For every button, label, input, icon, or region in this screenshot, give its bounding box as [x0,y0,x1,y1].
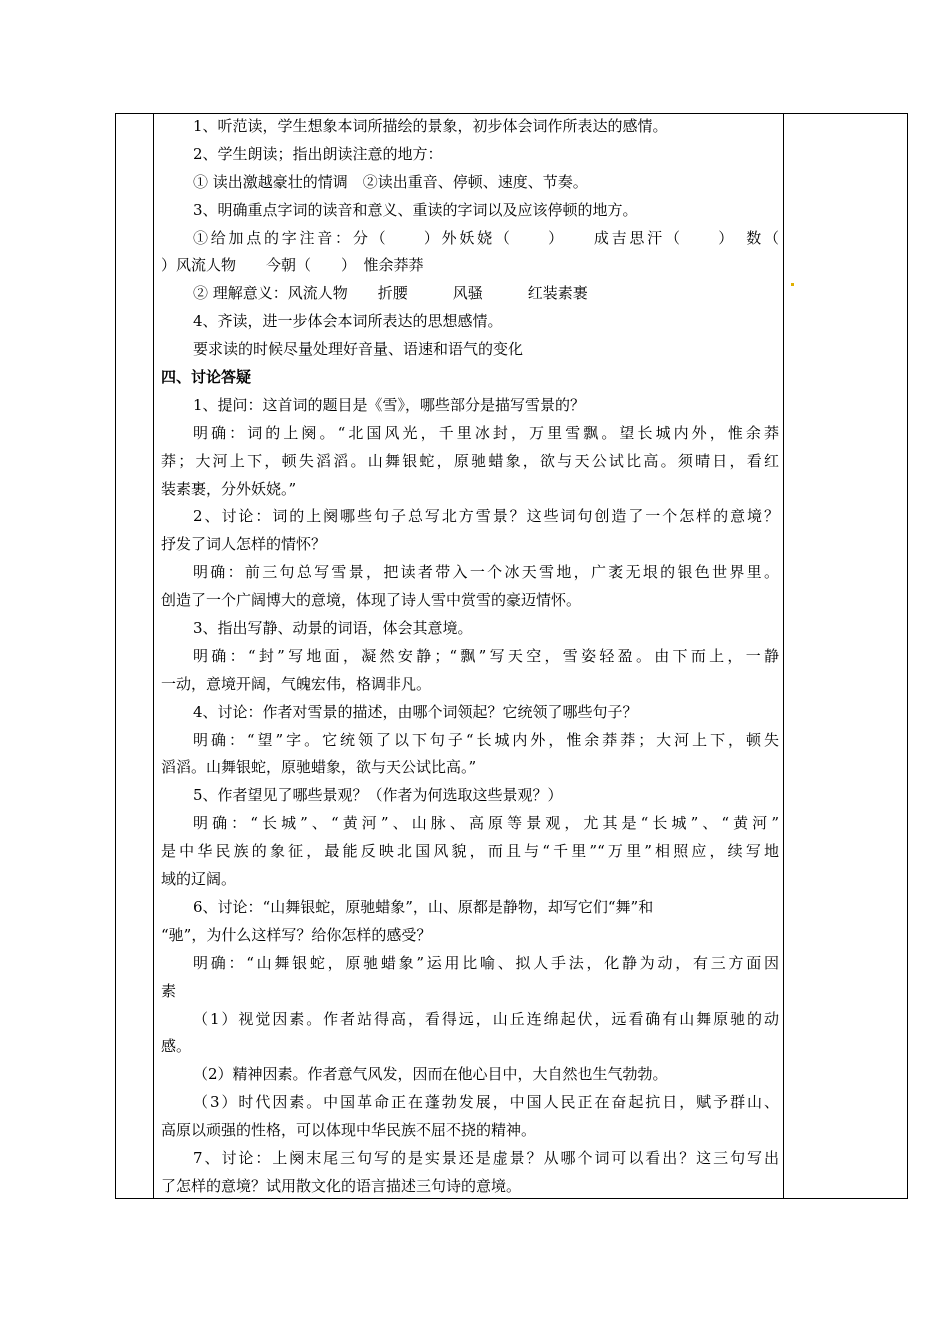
text-line: 了怎样的意境？试用散文化的语言描述三句诗的意境。 [161,1176,522,1195]
section-heading: 四、讨论答疑 [161,368,252,387]
text-line: ①给加点的字注音：分（ ）外妖娆（ ） 成吉思汗（ ） 数（ [193,228,779,247]
text-line: 滔滔。山舞银蛇，原驰蜡象，欲与天公试比高。” [161,758,477,777]
text-line: 创造了一个广阔博大的意境，体现了诗人雪中赏雪的豪迈情怀。 [161,591,582,610]
right-column-border [783,114,784,1198]
text-line: 明确：前三句总写雪景，把读者带入一个冰天雪地，广袤无垠的银色世界里。 [193,563,779,582]
margin-mark [791,283,794,286]
text-line: 一动，意境开阔，气魄宏伟，格调非凡。 [161,674,432,693]
text-line: 明确：“山舞银蛇，原驰蜡象”运用比喻、拟人手法，化静为动，有三方面因 [193,953,779,972]
text-line: 3、明确重点字词的读音和意义、重读的字词以及应该停顿的地方。 [193,200,638,219]
text-line: 是中华民族的象征，最能反映北国风貌，而且与“千里”“万里”相照应，续写地 [161,842,779,861]
text-line: 装素裹，分外妖娆。” [161,479,297,498]
left-column-border [153,114,154,1198]
text-line: 明确：“望”字。它统领了以下句子“长城内外，惟余莽莽；大河上下，顿失 [193,730,779,749]
text-line: 5、作者望见了哪些景观？（作者为何选取这些景观？） [193,786,563,805]
text-line: 4、齐读，进一步体会本词所表达的思想感情。 [193,312,503,331]
text-line: 明确：“长城”、“黄河”、山脉、高原等景观，尤其是“长城”、“黄河” [193,814,779,833]
text-line: 1、听范读，学生想象本词所描绘的景象，初步体会词作所表达的感情。 [193,117,668,135]
text-line: 明确：词的上阕。“北国风光，千里冰封，万里雪飘。望长城内外，惟余莽 [193,423,779,442]
text-line: 3、指出写静、动景的词语，体会其意境。 [193,619,473,638]
text-line: 6、讨论：“山舞银蛇，原驰蜡象”，山、原都是静物，却写它们“舞”和 [193,897,654,916]
text-line: “驰”，为什么这样写？给你怎样的感受？ [161,925,432,944]
text-line: ）风流人物 今朝（ ） 惟余莽莽 [161,256,424,275]
text-line: 感。 [161,1037,192,1056]
text-line: 抒发了词人怎样的情怀？ [161,535,327,554]
text-line: 4、讨论：作者对雪景的描述，由哪个词领起？它统领了哪些句子？ [193,702,638,721]
text-line: 莽；大河上下，顿失滔滔。山舞银蛇，原驰蜡象，欲与天公试比高。须晴日，看红 [161,451,779,470]
text-line: 要求读的时候尽量处理好音量、语速和语气的变化 [193,340,524,359]
text-line: 2、讨论：词的上阕哪些句子总写北方雪景？这些词句创造了一个怎样的意境？ [193,507,779,526]
text-line: 2、学生朗读；指出朗读注意的地方： [193,144,443,163]
text-line: （2）精神因素。作者意气风发，因而在他心目中，大自然也生气勃勃。 [193,1065,668,1084]
text-line: 明确：“封”写地面，凝然安静；“飘”写天空，雪姿轻盈。由下而上，一静 [193,646,779,665]
text-line: （3）时代因素。中国革命正在蓬勃发展，中国人民正在奋起抗日，赋予群山、 [193,1093,779,1112]
lesson-content [161,113,779,1201]
text-line: 1、提问：这首词的题目是《雪》，哪些部分是描写雪景的？ [193,395,586,414]
text-line: （1）视觉因素。作者站得高，看得远，山丘连绵起伏，远看确有山舞原驰的动 [193,1009,779,1028]
text-line: 7、讨论：上阕末尾三句写的是实景还是虚景？从哪个词可以看出？这三句写出 [193,1148,779,1167]
text-line: 域的辽阔。 [161,870,237,889]
text-line: 素 [161,981,177,1000]
text-line: ② 理解意义：风流人物 折腰 风骚 红装素裹 [193,284,588,303]
text-line: 高原以顽强的性格，可以体现中华民族不屈不挠的精神。 [161,1121,537,1140]
text-line: ① 读出激越豪壮的情调 ②读出重音、停顿、速度、节奏。 [193,172,588,191]
